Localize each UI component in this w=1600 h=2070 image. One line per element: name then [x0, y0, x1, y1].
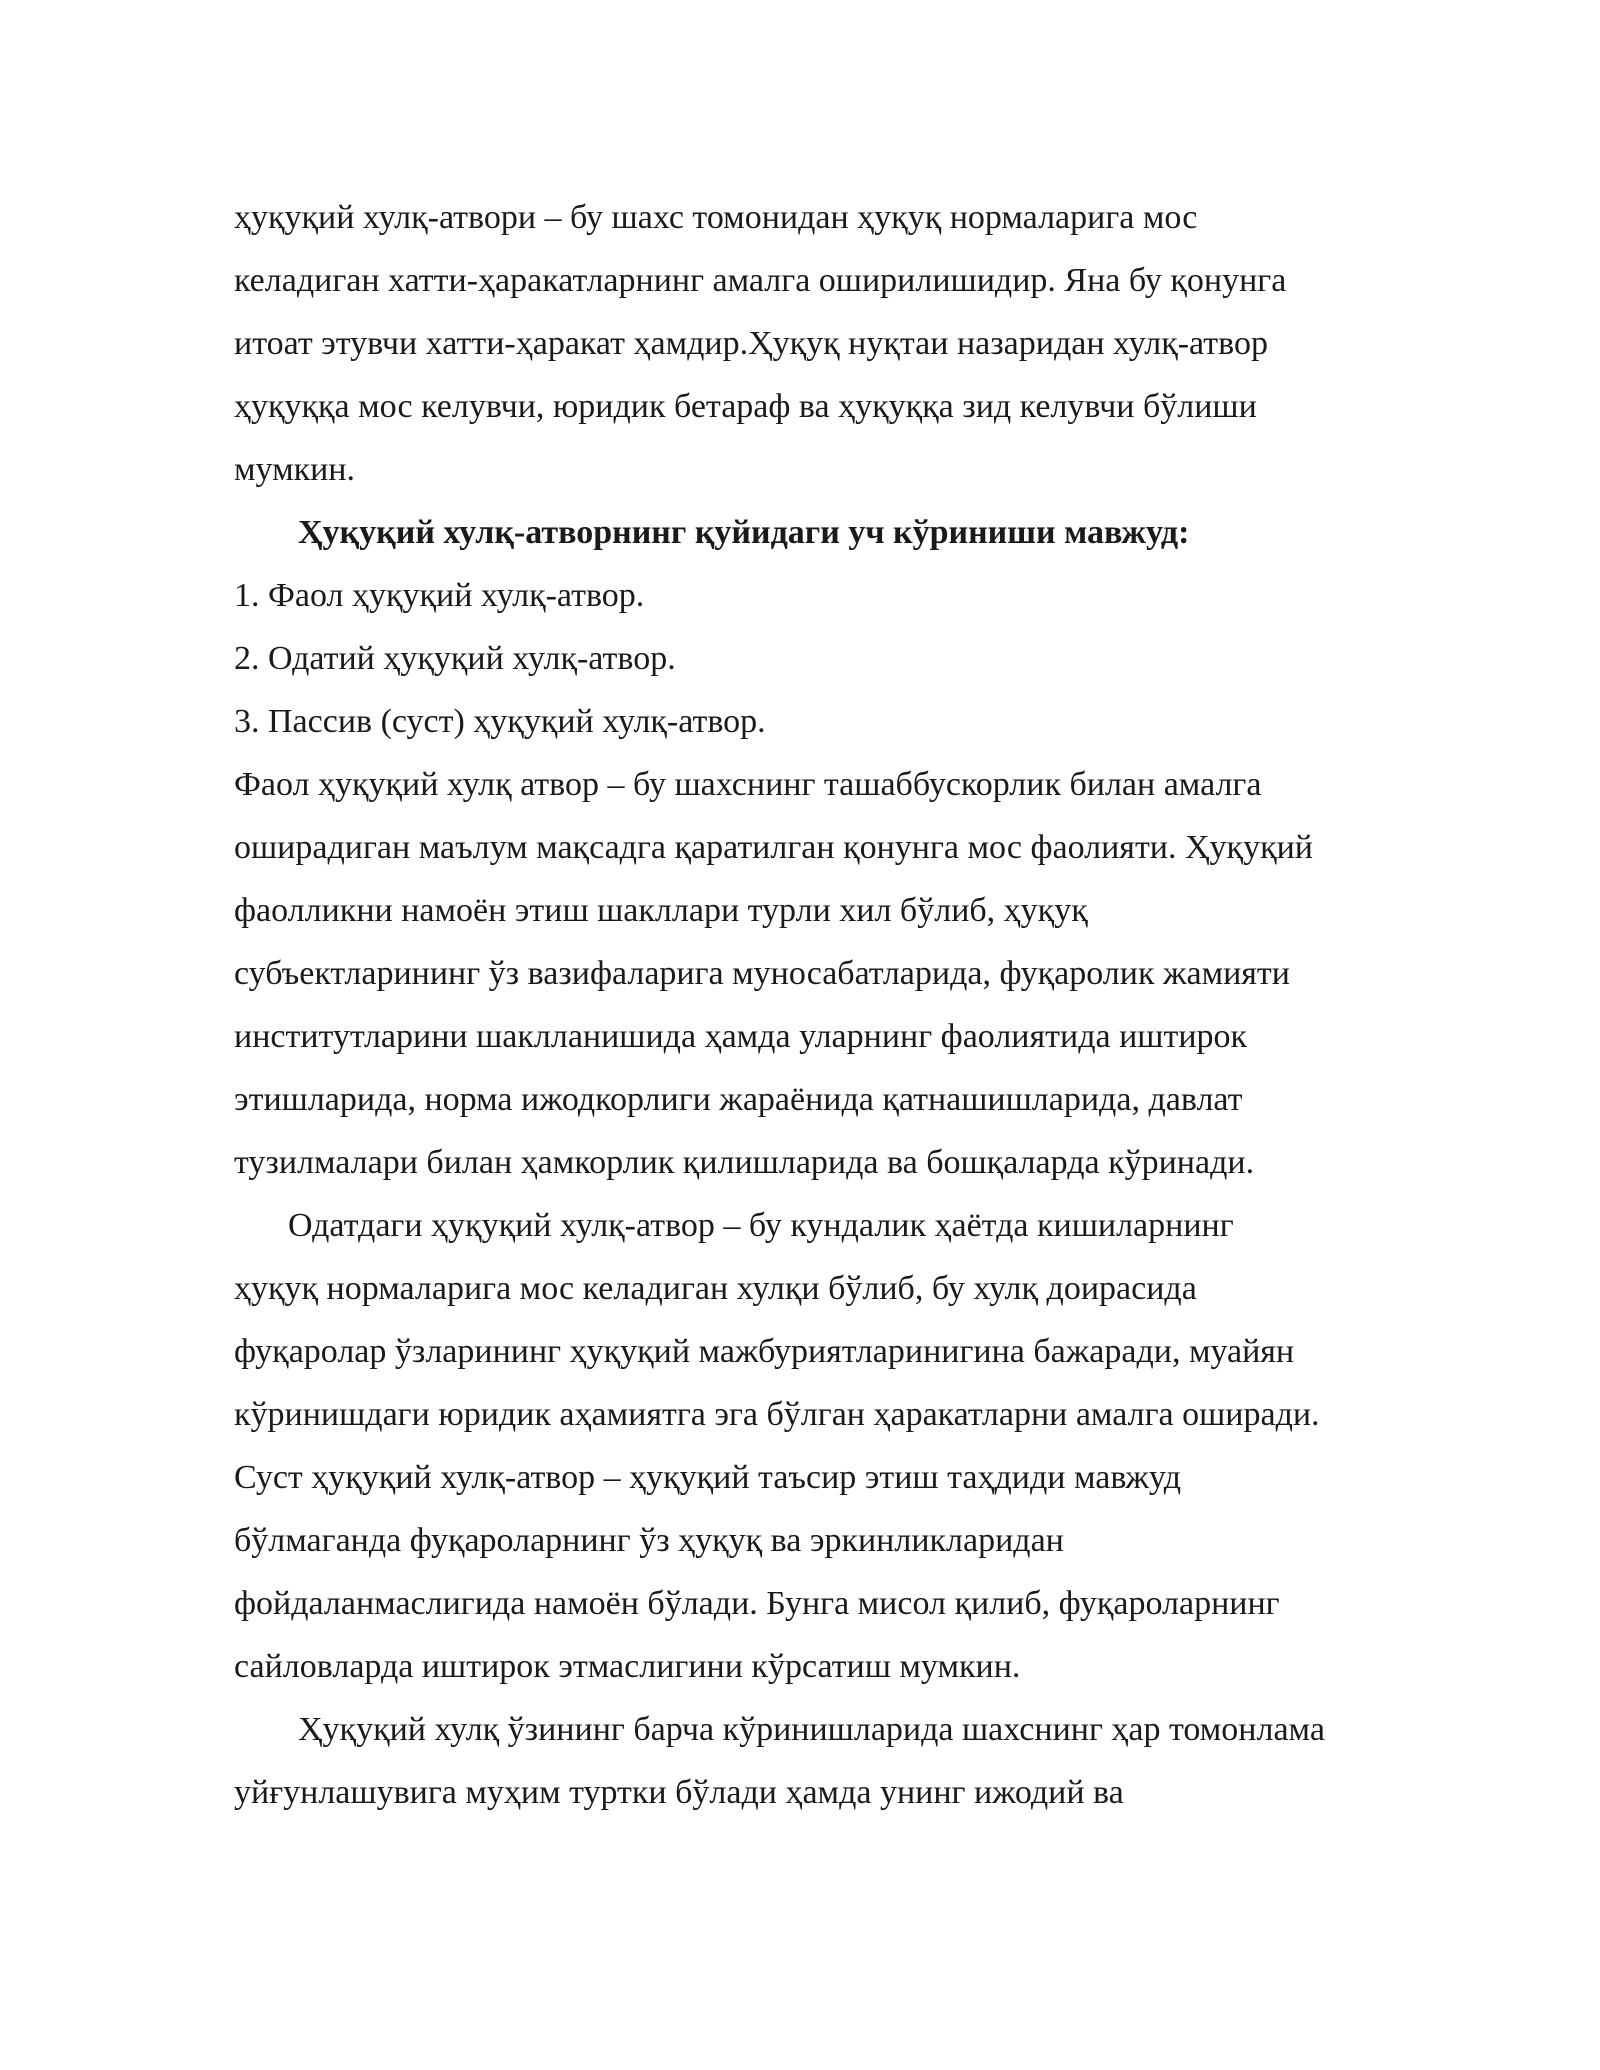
- text-line: итоат этувчи хатти-ҳаракат ҳамдир.Ҳуқуқ нуқтаи назаридан хулқ-атвор: [234, 325, 1268, 362]
- text-line: уйғунлашувига муҳим туртки бўлади ҳамда унинг ижодий ва: [234, 1774, 1124, 1811]
- text-line: фуқаролар ўзларининг ҳуқуқий мажбуриятларинигина бажаради, муайян: [234, 1333, 1295, 1370]
- text-line: кўринишдаги юридик аҳамиятга эга бўлган ҳаракатларни амалга оширади.: [234, 1396, 1320, 1433]
- text-line: келадиган хатти-ҳаракатларнинг амалга оширилишидир. Яна бу қонунга: [234, 262, 1287, 299]
- text-line: ҳуқуқ нормаларига мос келадиган хулқи бўлиб, бу хулқ доирасида: [234, 1270, 1197, 1307]
- list-item: 2. Одатий ҳуқуқий хулқ-атвор.: [234, 640, 676, 677]
- list-item: 1. Фаол ҳуқуқий хулқ-атвор.: [234, 577, 645, 614]
- text-line: тузилмалари билан ҳамкорлик қилишларида ва бошқаларда кўринади.: [234, 1144, 1255, 1181]
- text-line: сайловларда иштирок этмаслигини кўрсатиш мумкин.: [234, 1648, 1021, 1685]
- text-line: Ҳуқуқий хулқ ўзининг барча кўринишларида шахснинг ҳар томонлама: [298, 1711, 1325, 1748]
- list-item: 3. Пассив (суст) ҳуқуқий хулқ-атвор.: [234, 703, 766, 740]
- text-line: бўлмаганда фуқароларнинг ўз ҳуқуқ ва эркинликларидан: [234, 1522, 1064, 1559]
- text-line: субъектларининг ўз вазифаларига муносабатларида, фуқаролик жамияти: [234, 955, 1290, 992]
- text-line: Фаол ҳуқуқий хулқ атвор – бу шахснинг ташаббускорлик билан амалга: [234, 766, 1262, 803]
- text-line: мумкин.: [234, 451, 355, 488]
- text-line: ҳуқуқий хулқ-атвори – бу шахс томонидан ҳуқуқ нормаларига мос: [234, 199, 1198, 236]
- text-line: Суст ҳуқуқий хулқ-атвор – ҳуқуқий таъсир этиш таҳдиди мавжуд: [234, 1459, 1182, 1496]
- text-line: оширадиган маълум мақсадга қаратилган қонунга мос фаолияти. Ҳуқуқий: [234, 829, 1313, 866]
- text-line: фойдаланмаслигида намоён бўлади. Бунга мисол қилиб, фуқароларнинг: [234, 1585, 1280, 1622]
- section-heading: Ҳуқуқий хулқ-атворнинг қуйидаги уч кўриниши мавжуд:: [298, 514, 1190, 551]
- text-line: Одатдаги ҳуқуқий хулқ-атвор – бу кундалик ҳаётда кишиларнинг: [288, 1207, 1234, 1244]
- text-line: институтларини шаклланишида ҳамда уларнинг фаолиятида иштирок: [234, 1018, 1248, 1055]
- text-line: ҳуқуққа мос келувчи, юридик бетараф ва ҳуқуққа зид келувчи бўлиши: [234, 388, 1257, 425]
- text-line: фаолликни намоён этиш шакллари турли хил бўлиб, ҳуқуқ: [234, 892, 1088, 929]
- document-body: [234, 186, 1414, 1824]
- text-line: этишларида, норма ижодкорлиги жараёнида қатнашишларида, давлат: [234, 1081, 1243, 1118]
